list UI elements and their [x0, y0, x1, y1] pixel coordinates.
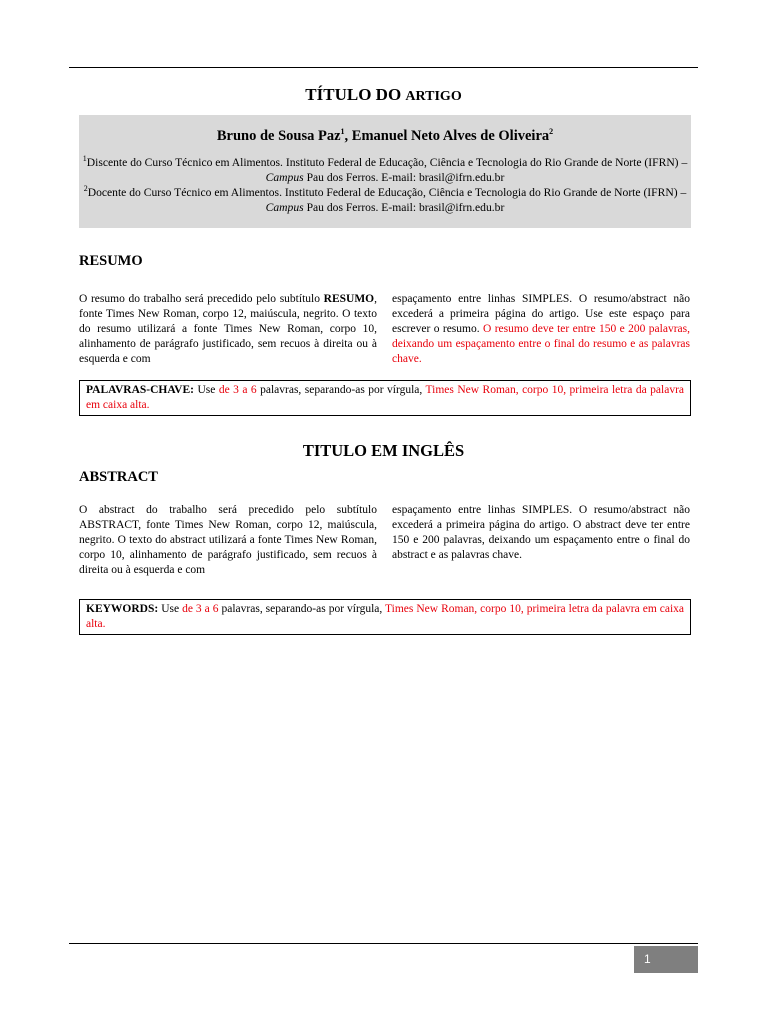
keywords-en-label: KEYWORDS: — [86, 603, 159, 615]
abstract-right-column: espaçamento entre linhas SIMPLES. O resumo/abstract não excederá a primeira página do artigo. O abstract deve ter entre 150 e 200 palavras, deixando um espaçamento entre o final do abstract e as palavras chave. — [392, 504, 690, 561]
abstract-left-column: O abstract do trabalho será precedido pelo subtítulo ABSTRACT, fonte Times New Roman, corpo 12, maiúscula, negrito. O texto do abstract utilizará a fonte Times New Roman, corpo 10, alinhamento de parágrafo justificado, sem recuos à direita ou à esquerda e com — [79, 504, 377, 576]
keywords-pt-box — [79, 380, 691, 416]
resumo-text-a: O resumo do trabalho será precedido pelo subtítulo — [79, 293, 324, 305]
affiliation-1 — [79, 155, 691, 185]
affiliation-2 — [79, 185, 691, 215]
author-list — [79, 126, 691, 146]
keywords-en-text-1: Use — [158, 603, 183, 615]
affiliation-1-superscript: 1 — [82, 154, 87, 164]
affiliation-2-email: Pau dos Ferros. E-mail: brasil@ifrn.edu.br — [303, 201, 505, 214]
author-1: Bruno de Sousa Paz — [216, 128, 341, 144]
title-text-smallcaps: ARTIGO — [405, 89, 462, 104]
affiliation-2-campus: Campus — [265, 201, 304, 214]
resumo-right-column — [392, 292, 690, 367]
page-number: 1 — [634, 946, 698, 973]
affiliation-2-text: Docente do Curso Técnico em Alimentos. Instituto Federal de Educação, Ciência e Tecnologia do Rio Grande de Norte (IFRN) – — [87, 186, 687, 199]
keywords-pt-label: PALAVRAS-CHAVE: — [86, 384, 194, 396]
resumo-right-red-text: O resumo deve ter entre 150 e 200 palavras, deixando um espaçamento entre o final do resumo e as palavras chave. — [392, 323, 690, 365]
resumo-heading: RESUMO — [79, 253, 143, 269]
keywords-en-red-2: Times New Roman, corpo 10, primeira letra da palavra em caixa alta. — [86, 603, 685, 630]
article-title — [69, 85, 698, 105]
affiliation-1-text: Discente do Curso Técnico em Alimentos. Instituto Federal de Educação, Ciência e Tecnologia do Rio Grande de Norte (IFRN) – — [86, 156, 688, 169]
resumo-right-text: espaçamento entre linhas SIMPLES. O resumo/abstract não excederá a primeira página do artigo. Use este espaço para escrever o resumo. — [392, 293, 690, 335]
keywords-en-text-2: palavras, separando-as por vírgula, — [218, 603, 386, 615]
keywords-pt-text-1: Use — [194, 384, 219, 396]
affiliation-2-superscript: 2 — [83, 184, 88, 194]
author-2: Emanuel Neto Alves de Oliveira — [351, 128, 550, 144]
affiliation-1-email: Pau dos Ferros. E-mail: brasil@ifrn.edu.br — [303, 171, 505, 184]
title-text: TÍTULO DO — [305, 85, 406, 104]
keywords-en-box — [79, 599, 691, 635]
keywords-pt-red-1: de 3 a 6 — [218, 384, 257, 396]
resumo-left-column — [79, 292, 377, 367]
author-1-superscript: 1 — [340, 127, 345, 137]
keywords-pt-text-2: palavras, separando-as por vírgula, — [256, 384, 426, 396]
header-rule — [69, 67, 698, 68]
affiliation-1-campus: Campus — [265, 171, 304, 184]
author-2-superscript: 2 — [549, 127, 554, 137]
footer-rule — [69, 943, 698, 944]
author-separator: , — [344, 128, 352, 144]
author-box — [79, 115, 691, 228]
title-english: TITULO EM INGLÊS — [302, 441, 465, 460]
keywords-pt-red-2: Times New Roman, corpo 10, primeira letra da palavra em caixa alta. — [86, 384, 685, 411]
resumo-text-b: , fonte Times New Roman, corpo 12, maiúscula, negrito. O texto do resumo utilizará a fonte Times New Roman, corpo 10, alinhamento de parágrafo justificado, sem recuos à direita ou à esquerda e com — [79, 293, 377, 365]
keywords-en-red-1: de 3 a 6 — [182, 603, 219, 615]
resumo-bold-word: RESUMO — [323, 293, 375, 305]
abstract-heading: ABSTRACT — [79, 469, 158, 485]
